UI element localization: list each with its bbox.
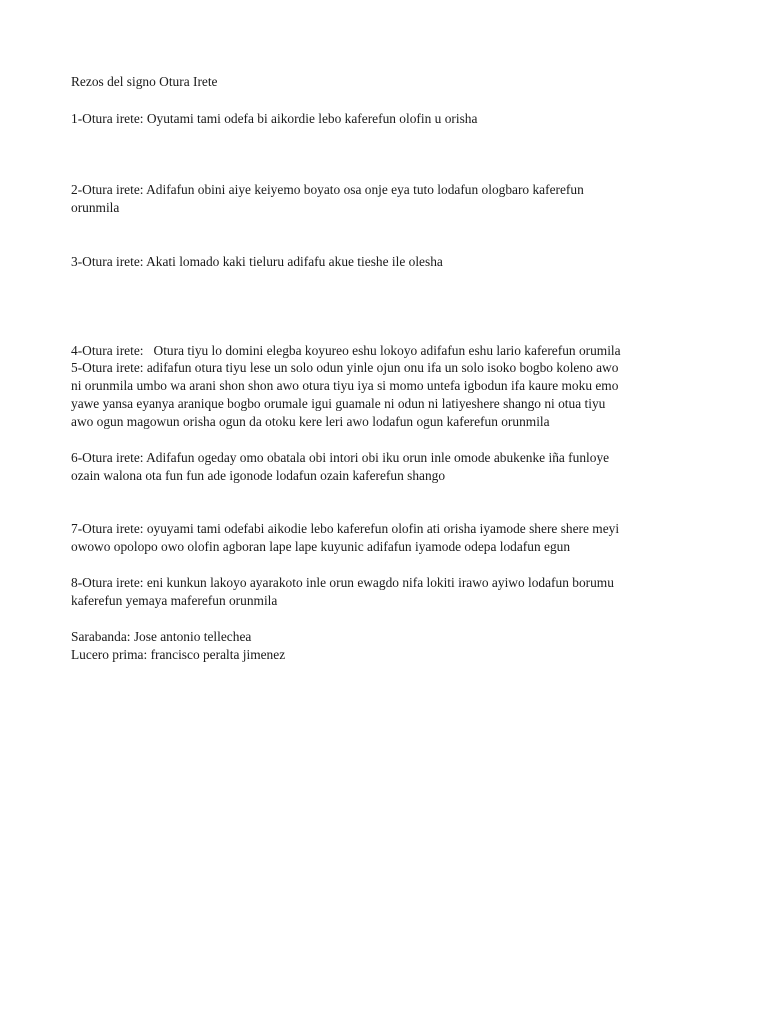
prayer-line: yawe yansa eyanya aranique bogbo orumale igui guamale ni odun ni latiyeshere shango ni otua tiyu <box>71 396 606 411</box>
prayer-5 <box>71 359 711 431</box>
prayer-8 <box>71 574 711 610</box>
prayer-3 <box>71 253 711 271</box>
prayer-line: ozain walona ota fun fun ade igonode lodafun ozain kaferefun shango <box>71 468 446 483</box>
prayer-line: awo ogun magowun orisha ogun da otoku kere leri awo lodafun ogun kaferefun orunmila <box>71 414 550 429</box>
prayer-7 <box>71 520 711 556</box>
document-title: Rezos del signo Otura Irete <box>71 74 218 89</box>
credit-lucero-prima: Lucero prima: francisco peralta jimenez <box>71 647 286 662</box>
prayer-line: kaferefun yemaya maferefun orunmila <box>71 593 278 608</box>
prayer-line: 5-Otura irete: adifafun otura tiyu lese un solo odun yinle ojun onu ifa un solo isoko bogbo koleno awo <box>71 360 619 375</box>
prayer-line: 2-Otura irete: Adifafun obini aiye keiyemo boyato osa onje eya tuto lodafun ologbaro kaferefun <box>71 182 584 197</box>
prayer-line: 1-Otura irete: Oyutami tami odefa bi aikordie lebo kaferefun olofin u orisha <box>71 111 478 126</box>
prayer-line: 4-Otura irete: Otura tiyu lo domini elegba koyureo eshu lokoyo adifafun eshu lario kaferefun orumila <box>71 343 621 358</box>
prayer-line: 6-Otura irete: Adifafun ogeday omo obatala obi intori obi iku orun inle omode abukenke iña funloye <box>71 450 610 465</box>
prayer-1 <box>71 110 711 128</box>
prayer-line: owowo opolopo owo olofin agboran lape lape kuyunic adifafun iyamode odepa lodafun egun <box>71 539 571 554</box>
prayer-2 <box>71 181 711 217</box>
prayer-line: ni orunmila umbo wa arani shon shon awo otura tiyu iya si momo untefa igbodun ifa kaure moku emo <box>71 378 619 393</box>
credit-sarabanda: Sarabanda: Jose antonio tellechea <box>71 629 252 644</box>
prayer-line: orunmila <box>71 200 120 215</box>
prayer-line: 7-Otura irete: oyuyami tami odefabi aikodie lebo kaferefun olofin ati orisha iyamode shere shere meyi <box>71 521 620 536</box>
credits <box>71 628 711 664</box>
prayer-line: 3-Otura irete: Akati lomado kaki tieluru adifafu akue tieshe ile olesha <box>71 254 443 269</box>
prayer-line: 8-Otura irete: eni kunkun lakoyo ayarakoto inle orun ewagdo nifa lokiti irawo ayiwo lodafun borumu <box>71 575 614 590</box>
prayer-6 <box>71 449 711 485</box>
